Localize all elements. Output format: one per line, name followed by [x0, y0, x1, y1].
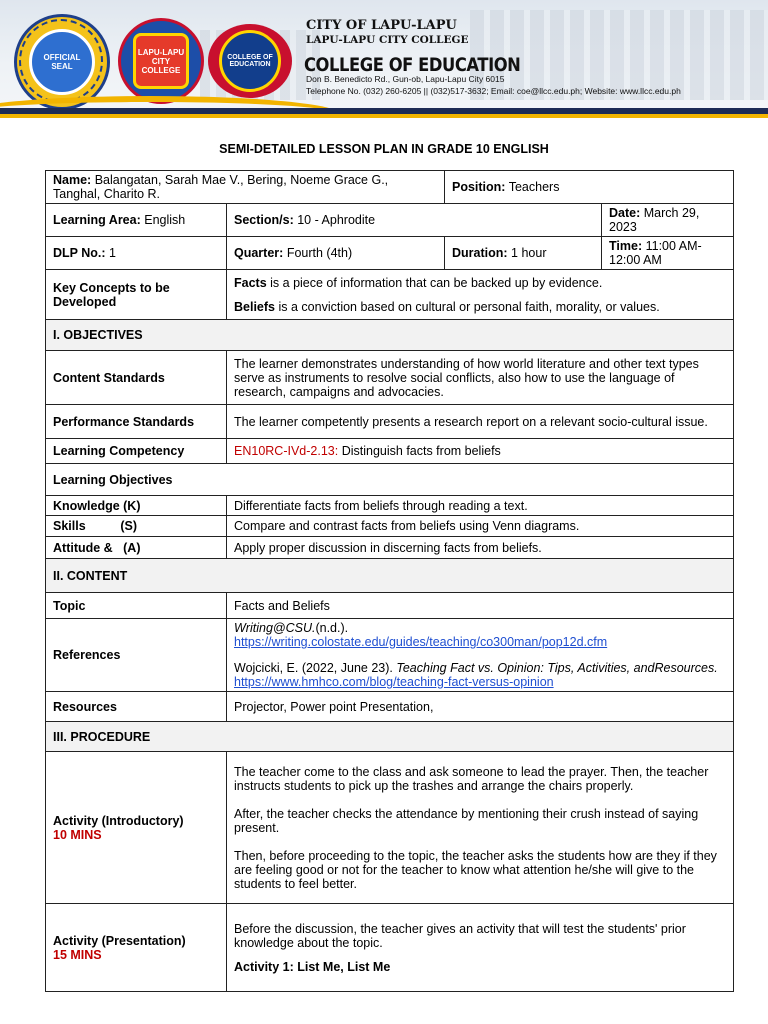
lesson-plan-table: [45, 170, 734, 992]
date-value: March 29, 2023: [609, 206, 700, 234]
activity-presentation-content: Before the discussion, the teacher gives an activity that will test the students' prior knowledge about the topic. Activity 1: List Me, List Me: [227, 904, 734, 992]
learning-area-cell: Learning Area: English: [46, 204, 227, 237]
college-name: LAPU-LAPU CITY COLLEGE: [306, 34, 469, 46]
time-cell: Time: 11:00 AM-12:00 AM: [602, 237, 734, 270]
department-name: COLLEGE OF EDUCATION: [304, 54, 521, 76]
dlp-cell: DLP No.: 1: [46, 237, 227, 270]
activity-presentation-label-cell: [46, 904, 227, 992]
table-row: [46, 752, 734, 904]
learning-objectives-heading: Learning Objectives: [46, 464, 734, 496]
activity-1-title: Activity 1: List Me, List Me: [234, 959, 391, 974]
content-heading: II. CONTENT: [46, 559, 734, 593]
knowledge-value: Differentiate facts from beliefs through reading a text.: [227, 496, 734, 516]
knowledge-label: Knowledge (K): [46, 496, 227, 516]
table-row: [46, 722, 734, 752]
document-title: SEMI-DETAILED LESSON PLAN IN GRADE 10 ENGLISH: [219, 142, 549, 156]
performance-standards-value: The learner competently presents a research report on a relevant socio-cultural issue.: [227, 405, 734, 439]
content-standards-value: The learner demonstrates understanding of how world literature and other text types serve as instruments to resolve social conflicts, also how to use the language of research, campaigns and advocacies.: [227, 351, 734, 405]
reference-link-1[interactable]: https://writing.colostate.edu/guides/teaching/co300man/pop12d.cfm: [234, 635, 608, 649]
key-concepts-cell: Facts is a piece of information that can be backed up by evidence. Beliefs is a conviction based on cultural or personal faith, morality, or values.: [227, 270, 734, 320]
procedure-heading: III. PROCEDURE: [46, 722, 734, 752]
key-concepts-label: Key Concepts to be Developed: [46, 270, 227, 320]
section-value: 10 - Aphrodite: [297, 213, 376, 227]
activity-intro-label: Activity (Introductory): [53, 813, 184, 828]
name-cell: Name: Balangatan, Sarah Mae V., Bering, Noeme Grace G., Tanghal, Charito R.: [46, 171, 445, 204]
attitude-value: Apply proper discussion in discerning facts from beliefs.: [227, 537, 734, 559]
table-row: [46, 904, 734, 992]
coe-seal-center: COLLEGE OF EDUCATION: [219, 30, 281, 92]
time-value: 11:00 AM-12:00 AM: [609, 239, 702, 267]
reference-link-2[interactable]: https://www.hmhco.com/blog/teaching-fact-versus-opinion: [234, 675, 554, 689]
learning-competency-value: EN10RC-IVd-2.13: Distinguish facts from beliefs: [227, 439, 734, 464]
topic-label: Topic: [46, 593, 227, 619]
attitude-label: Attitude & (A): [46, 537, 227, 559]
contact-info: Telephone No. (032) 260-6205 || (032)517-3632; Email: coe@llcc.edu.ph; Website: www.llcc.edu.ph: [306, 86, 681, 96]
table-row: [46, 320, 734, 351]
duration-cell: Duration: 1 hour: [445, 237, 602, 270]
topic-value: Facts and Beliefs: [227, 593, 734, 619]
gold-stripe: [0, 114, 768, 118]
table-row: [46, 559, 734, 593]
table-row: [46, 237, 734, 270]
quarter-cell: Quarter: Fourth (4th): [227, 237, 445, 270]
table-row: [46, 439, 734, 464]
quarter-value: Fourth (4th): [286, 246, 353, 260]
dlp-value: 1: [109, 246, 116, 260]
table-row: [46, 171, 734, 204]
college-seal-icon: [118, 18, 204, 104]
duration-value: 1 hour: [511, 246, 547, 260]
references-label: References: [46, 619, 227, 692]
skills-value: Compare and contrast facts from beliefs using Venn diagrams.: [227, 516, 734, 537]
activity-intro-time: 10 MINS: [53, 827, 102, 842]
learning-area-value: English: [144, 213, 186, 227]
table-row: [46, 516, 734, 537]
table-row: [46, 270, 734, 320]
table-row: [46, 204, 734, 237]
date-cell: Date: March 29, 2023: [602, 204, 734, 237]
objectives-heading: I. OBJECTIVES: [46, 320, 734, 351]
performance-standards-label: Performance Standards: [46, 405, 227, 439]
address: Don B. Benedicto Rd., Gun-ob, Lapu-Lapu City 6015: [306, 74, 505, 84]
activity-presentation-label: Activity (Presentation): [53, 933, 186, 948]
position-cell: Position: Teachers: [445, 171, 734, 204]
table-row: [46, 351, 734, 405]
learning-competency-label: Learning Competency: [46, 439, 227, 464]
table-row: [46, 692, 734, 722]
table-row: [46, 593, 734, 619]
city-seal-center: OFFICIAL SEAL: [29, 29, 95, 95]
activity-intro-label-cell: [46, 752, 227, 904]
resources-label: Resources: [46, 692, 227, 722]
resources-value: Projector, Power point Presentation,: [227, 692, 734, 722]
competency-code: EN10RC-IVd-2.13:: [234, 444, 339, 458]
college-seal-center: LAPU-LAPU CITY COLLEGE: [133, 33, 189, 89]
header-banner: [0, 0, 768, 118]
table-row: [46, 464, 734, 496]
city-official-seal-icon: [14, 14, 110, 110]
table-row: [46, 496, 734, 516]
table-row: [46, 619, 734, 692]
city-name: CITY OF LAPU-LAPU: [306, 18, 457, 33]
table-row: [46, 537, 734, 559]
references-value: Writing@CSU.(n.d.). https://writing.colostate.edu/guides/teaching/co300man/pop12d.cfm Wojcicki, E. (2022, June 23). Teaching Fact vs. Opinion: Tips, Activities, andResources. https://www.hmhco.com/blog/teaching-fact-versus-opinion: [227, 619, 734, 692]
activity-presentation-time: 15 MINS: [53, 947, 102, 962]
activity-intro-content: The teacher come to the class and ask someone to lead the prayer. Then, the teacher instructs students to pick up the trashes and arrange the chairs properly. After, the teacher checks the attendance by mentioning their crush instead of saying present. Then, before proceeding to the topic, the teacher asks the students how are they if they are feeling good or not for the teacher to know what attention he/she will give to the students to feel better.: [227, 752, 734, 904]
skills-label: Skills (S): [46, 516, 227, 537]
name-value: Balangatan, Sarah Mae V., Bering, Noeme Grace G., Tanghal, Charito R.: [53, 173, 389, 201]
coe-seal-icon: [208, 24, 292, 98]
position-value: Teachers: [508, 180, 560, 194]
table-row: [46, 405, 734, 439]
section-cell: Section/s: 10 - Aphrodite: [227, 204, 602, 237]
content-standards-label: Content Standards: [46, 351, 227, 405]
